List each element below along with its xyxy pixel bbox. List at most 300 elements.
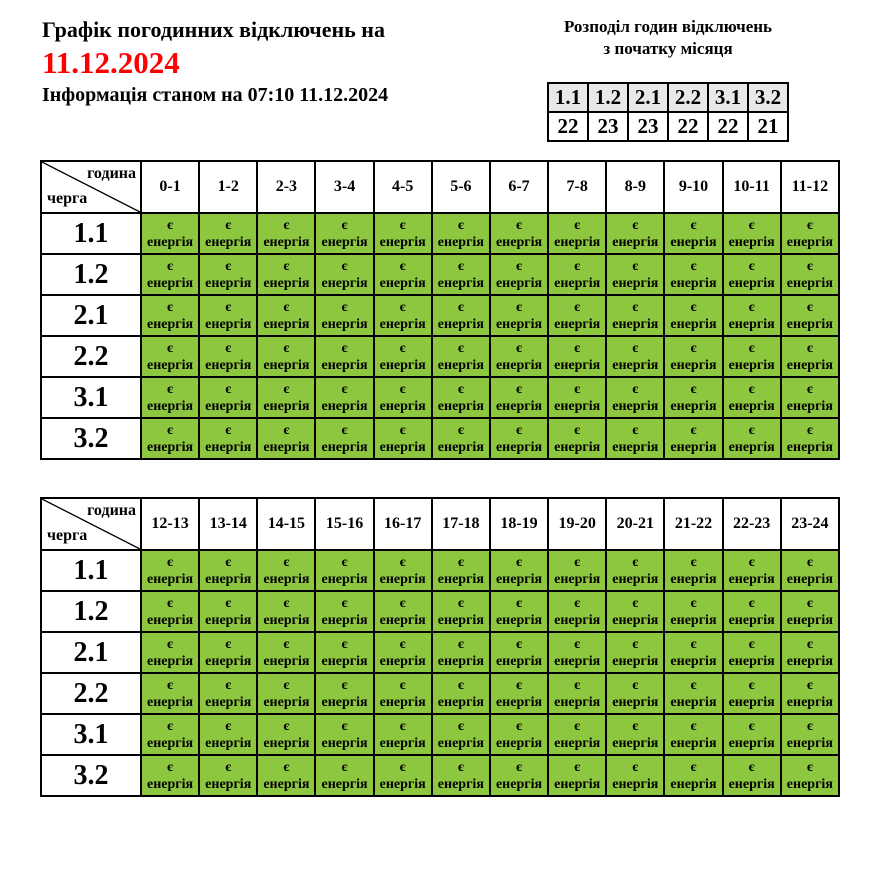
energy-status-text: енергія [728,439,775,455]
energy-status-cell [723,418,781,459]
energy-status-text: є [167,258,174,274]
energy-status-cell [781,336,839,377]
energy-status-text: енергія [205,571,252,587]
energy-status-cell [664,673,722,714]
energy-status-text: енергія [670,275,717,291]
energy-status-text: енергія [554,735,601,751]
energy-status-cell [432,295,490,336]
energy-status-text: є [283,299,290,315]
energy-status-cell [199,418,257,459]
energy-status-text: енергія [437,316,484,332]
energy-status-text: енергія [147,612,194,628]
energy-status-text: енергія [321,275,368,291]
energy-status-text: енергія [554,612,601,628]
energy-status-text: є [748,340,755,356]
energy-status-text: енергія [495,735,543,751]
hour-header: 3-4 [315,161,373,213]
energy-status-text: є [806,636,813,652]
energy-status-text: енергія [437,571,484,587]
energy-status-text: є [690,217,697,233]
energy-status-cell [374,591,432,632]
energy-status-text: енергія [321,776,368,792]
energy-status-text: енергія [495,398,543,414]
energy-status-text: є [457,677,464,693]
hour-header: 11-12 [781,161,839,213]
energy-status-cell [723,254,781,295]
energy-status-text: енергія [786,357,833,373]
energy-status-cell [781,755,839,796]
hour-header: 19-20 [548,498,606,550]
energy-status-cell [723,673,781,714]
energy-status-cell [432,418,490,459]
energy-status-text: є [283,636,290,652]
energy-status-cell [141,550,199,591]
hour-header: 2-3 [257,161,315,213]
energy-status-text: є [690,759,697,775]
energy-status-text: є [515,759,523,775]
energy-status-text: енергія [495,439,543,455]
energy-status-cell [723,591,781,632]
energy-status-cell [490,254,548,295]
energy-status-text: енергія [379,735,426,751]
energy-status-text: енергія [670,612,717,628]
energy-status-text: енергія [147,234,194,250]
queue-label: 2.1 [41,632,141,673]
energy-status-cell [141,418,199,459]
summary-queue-header: 1.1 [548,83,588,112]
energy-status-text: енергія [612,357,659,373]
energy-status-text: енергія [728,398,775,414]
energy-status-text: енергія [728,653,775,669]
energy-status-text: є [748,258,755,274]
energy-status-text: є [632,340,639,356]
energy-status-text: є [515,636,523,652]
energy-status-cell [257,591,315,632]
energy-status-cell [490,336,548,377]
energy-status-text: є [399,554,406,570]
energy-status-text: є [515,595,523,611]
energy-status-cell [315,673,373,714]
energy-status-text: є [457,258,464,274]
hour-header: 22-23 [723,498,781,550]
energy-status-text: енергія [612,776,659,792]
energy-status-text: енергія [495,653,543,669]
energy-status-text: є [225,759,232,775]
energy-status-cell [723,714,781,755]
energy-status-text: є [515,299,523,315]
energy-status-cell [664,336,722,377]
energy-status-text: енергія [495,612,543,628]
energy-status-cell [432,714,490,755]
energy-status-cell [606,418,664,459]
energy-status-text: є [690,718,697,734]
energy-status-text: енергія [263,653,310,669]
energy-status-text: енергія [437,653,484,669]
energy-status-cell [315,377,373,418]
queue-label: 3.2 [41,755,141,796]
energy-status-text: енергія [147,439,194,455]
energy-status-text: є [341,636,348,652]
energy-status-cell [374,377,432,418]
energy-status-cell [374,336,432,377]
energy-status-text: є [748,677,755,693]
corner-label-queue: черга [47,527,88,544]
energy-status-cell [141,714,199,755]
energy-status-cell [199,673,257,714]
energy-status-text: енергія [263,275,310,291]
energy-status-text: енергія [321,653,368,669]
energy-status-cell [490,550,548,591]
energy-status-text: енергія [554,275,601,291]
energy-status-cell [781,591,839,632]
energy-status-text: енергія [554,398,601,414]
summary-hours-value: 21 [748,112,788,141]
energy-status-cell [315,755,373,796]
energy-status-text: енергія [554,694,601,710]
summary-title-line1: Розподіл годин відключень [563,17,773,36]
energy-status-cell [199,254,257,295]
energy-status-cell [141,254,199,295]
energy-status-text: є [748,554,755,570]
energy-status-text: є [399,422,406,438]
energy-status-text: є [341,677,348,693]
energy-status-text: енергія [263,398,310,414]
energy-status-cell [723,295,781,336]
energy-status-cell [374,755,432,796]
energy-status-text: є [399,718,406,734]
energy-status-text: енергія [263,439,310,455]
energy-status-text: є [341,554,348,570]
energy-status-text: є [690,554,697,570]
energy-status-cell [257,632,315,673]
energy-status-cell [781,295,839,336]
summary-queue-header: 2.1 [628,83,668,112]
energy-status-text: енергія [321,357,368,373]
energy-status-text: є [806,422,813,438]
energy-status-text: є [283,554,290,570]
energy-status-cell [374,295,432,336]
summary-hours-value: 22 [668,112,708,141]
energy-status-text: енергія [379,275,426,291]
energy-status-text: є [341,759,348,775]
energy-status-text: енергія [147,398,194,414]
energy-status-text: є [806,299,813,315]
energy-status-cell [374,550,432,591]
energy-status-cell [432,213,490,254]
energy-status-text: енергія [786,275,833,291]
energy-status-cell [606,336,664,377]
energy-status-cell [490,418,548,459]
energy-status-text: є [457,217,464,233]
energy-status-text: енергія [205,439,252,455]
energy-status-cell [548,632,606,673]
energy-status-text: енергія [786,694,833,710]
energy-status-text: енергія [147,694,194,710]
hour-header: 23-24 [781,498,839,550]
energy-status-text: енергія [321,735,368,751]
energy-status-cell [199,295,257,336]
queue-label: 1.1 [41,550,141,591]
energy-status-text: енергія [670,234,717,250]
hour-header: 12-13 [141,498,199,550]
energy-status-text: є [283,422,290,438]
energy-status-text: енергія [147,776,194,792]
corner-label-hour: година [87,502,136,519]
energy-status-cell [664,714,722,755]
energy-status-text: є [690,595,697,611]
energy-status-text: є [632,718,639,734]
energy-status-text: є [399,595,406,611]
energy-status-text: енергія [670,439,717,455]
energy-status-text: енергія [379,653,426,669]
energy-status-cell [548,377,606,418]
queue-label: 3.1 [41,714,141,755]
queue-label: 2.2 [41,336,141,377]
energy-status-text: енергія [205,653,252,669]
energy-status-text: є [574,217,581,233]
hour-header: 5-6 [432,161,490,213]
energy-status-text: є [690,258,697,274]
energy-status-text: є [574,554,581,570]
energy-status-cell [548,418,606,459]
energy-status-cell [723,336,781,377]
summary-queue-header: 3.1 [708,83,748,112]
energy-status-cell [141,377,199,418]
energy-status-cell [490,295,548,336]
info-status-line: Інформація станом на 07:10 11.12.2024 [42,84,389,106]
energy-status-text: енергія [147,653,194,669]
energy-status-text: енергія [321,316,368,332]
energy-status-text: енергія [205,776,252,792]
energy-status-text: енергія [205,357,252,373]
hour-header: 20-21 [606,498,664,550]
energy-status-cell [199,213,257,254]
hour-header: 9-10 [664,161,722,213]
energy-status-text: є [515,422,523,438]
energy-status-cell [781,673,839,714]
hour-header: 14-15 [257,498,315,550]
energy-status-text: енергія [437,439,484,455]
energy-status-text: енергія [205,234,252,250]
energy-status-cell [664,591,722,632]
energy-status-text: є [225,554,232,570]
energy-status-text: є [167,677,174,693]
energy-status-text: є [167,217,174,233]
queue-label: 1.2 [41,254,141,295]
monthly-summary-table [547,82,789,142]
energy-status-text: є [457,381,464,397]
energy-status-cell [257,755,315,796]
energy-status-cell [315,550,373,591]
energy-status-text: енергія [379,234,426,250]
energy-status-text: є [515,718,523,734]
hour-header: 21-22 [664,498,722,550]
energy-status-text: є [167,554,174,570]
energy-status-cell [548,550,606,591]
energy-status-text: енергія [612,234,659,250]
energy-status-cell [664,377,722,418]
energy-status-text: енергія [437,735,484,751]
energy-status-text: є [515,554,523,570]
energy-status-text: є [341,299,348,315]
energy-status-text: є [806,595,813,611]
energy-status-cell [723,213,781,254]
energy-status-text: є [225,718,232,734]
energy-status-text: енергія [728,234,775,250]
summary-hours-value: 22 [708,112,748,141]
energy-status-text: є [225,422,232,438]
energy-status-cell [315,418,373,459]
energy-status-cell [606,632,664,673]
energy-status-text: є [399,677,406,693]
summary-queue-header: 3.2 [748,83,788,112]
energy-status-text: енергія [728,735,775,751]
energy-status-text: є [748,217,755,233]
energy-status-text: енергія [786,439,833,455]
energy-status-text: є [457,299,464,315]
energy-status-cell [664,254,722,295]
energy-status-text: енергія [263,612,310,628]
energy-status-text: енергія [495,357,543,373]
energy-status-cell [432,550,490,591]
energy-status-cell [664,632,722,673]
energy-status-text: є [283,595,290,611]
energy-status-cell [781,550,839,591]
energy-status-text: є [283,718,290,734]
energy-status-text: енергія [612,653,659,669]
energy-status-text: є [341,340,348,356]
energy-status-cell [490,213,548,254]
energy-status-cell [723,377,781,418]
energy-status-text: є [457,759,464,775]
energy-status-text: є [574,258,581,274]
energy-status-cell [490,673,548,714]
energy-status-cell [723,755,781,796]
energy-status-text: є [632,554,639,570]
energy-status-text: є [632,299,639,315]
energy-status-text: є [515,340,523,356]
energy-status-text: енергія [437,275,484,291]
energy-status-text: енергія [670,316,717,332]
energy-status-cell [257,714,315,755]
energy-status-text: енергія [495,776,543,792]
energy-status-text: енергія [728,275,775,291]
energy-status-cell [315,632,373,673]
energy-status-text: енергія [321,234,368,250]
energy-status-cell [199,550,257,591]
energy-status-text: енергія [554,234,601,250]
energy-status-text: є [457,718,464,734]
energy-status-text: енергія [263,234,310,250]
summary-hours-value: 23 [588,112,628,141]
energy-status-cell [548,673,606,714]
energy-status-text: є [167,718,174,734]
energy-status-text: є [806,340,813,356]
energy-status-cell [606,377,664,418]
energy-status-text: енергія [786,316,833,332]
energy-status-cell [141,632,199,673]
energy-status-text: енергія [670,694,717,710]
energy-status-text: енергія [263,571,310,587]
hour-header: 10-11 [723,161,781,213]
energy-status-cell [490,591,548,632]
energy-status-text: є [341,422,348,438]
energy-status-text: є [632,677,639,693]
energy-status-text: є [283,381,290,397]
page-title: Графік погодинних відключень на [42,17,385,42]
energy-status-text: є [399,340,406,356]
title-block [42,16,388,108]
energy-status-cell [723,632,781,673]
energy-status-text: є [515,217,523,233]
energy-status-cell [606,591,664,632]
energy-status-cell [141,213,199,254]
energy-status-text: енергія [205,275,252,291]
energy-status-cell [548,213,606,254]
energy-status-text: енергія [786,653,833,669]
energy-status-text: є [690,422,697,438]
energy-status-text: енергія [728,612,775,628]
energy-status-text: є [574,595,581,611]
energy-status-cell [141,673,199,714]
energy-status-text: енергія [495,275,543,291]
energy-status-cell [257,336,315,377]
schedule-table-hours-0-12 [40,160,840,460]
energy-status-text: енергія [321,439,368,455]
energy-status-cell [664,550,722,591]
energy-status-cell [315,714,373,755]
energy-status-cell [257,673,315,714]
energy-status-text: є [574,381,581,397]
energy-status-text: є [574,759,581,775]
energy-status-cell [432,377,490,418]
energy-status-text: є [399,299,406,315]
energy-status-text: є [806,217,813,233]
energy-status-text: енергія [786,234,833,250]
energy-status-cell [664,213,722,254]
energy-status-cell [199,336,257,377]
energy-status-text: є [399,217,406,233]
energy-status-text: є [341,595,348,611]
energy-status-text: є [225,677,232,693]
energy-status-text: є [632,422,639,438]
energy-status-text: енергія [263,776,310,792]
energy-status-text: енергія [437,694,484,710]
energy-status-text: енергія [437,776,484,792]
queue-label: 2.2 [41,673,141,714]
energy-status-text: енергія [554,439,601,455]
energy-status-cell [374,673,432,714]
energy-status-text: є [167,340,174,356]
energy-status-text: енергія [670,398,717,414]
energy-status-text: є [806,258,813,274]
energy-status-text: є [632,636,639,652]
energy-status-text: енергія [612,735,659,751]
energy-status-text: є [225,636,232,652]
energy-status-text: енергія [495,571,543,587]
queue-label: 1.1 [41,213,141,254]
energy-status-text: енергія [728,316,775,332]
energy-status-text: енергія [379,571,426,587]
queue-label: 1.2 [41,591,141,632]
hour-header: 0-1 [141,161,199,213]
energy-status-cell [781,632,839,673]
corner-cell [41,498,141,550]
energy-status-cell [606,213,664,254]
energy-status-cell [374,213,432,254]
energy-status-cell [257,213,315,254]
energy-status-text: енергія [786,735,833,751]
